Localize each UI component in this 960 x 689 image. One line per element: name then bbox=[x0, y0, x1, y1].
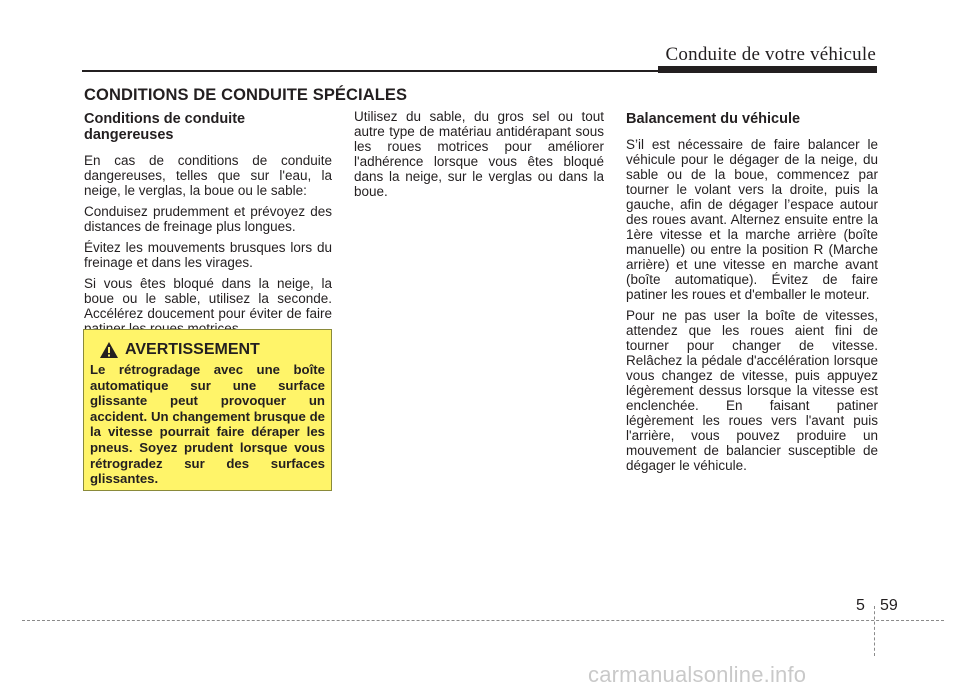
paragraph: Si vous êtes bloqué dans la neige, la boue ou le sable, utilisez la seconde. Accélérez doucement pour éviter de faire bbox=[84, 276, 332, 321]
column-left bbox=[84, 111, 332, 342]
chapter-number: 5 bbox=[856, 597, 865, 614]
page-header-title: Conduite de votre véhicule bbox=[665, 44, 876, 65]
warning-header bbox=[99, 341, 325, 359]
footer-dashed-rule bbox=[22, 620, 944, 621]
column-middle bbox=[354, 109, 604, 205]
paragraph: Conduisez prudemment et prévoyez des distances de freinage plus longues. bbox=[84, 204, 332, 234]
paragraph: S’il est nécessaire de faire balancer le véhicule pour le dégager de la neige, du sable ou de la boue, commencez par tourner le volant vers la droite, puis la gauche, afin de dégager l’espace autour des roues avant. Alternez ensuite entre la 1ère vitesse et la marche arrière (boîte manuelle) ou entre la position R (Marche arrière) et une vitesse en marche avant (boîte automatique). Évitez de faire patiner les roues et d'emballer le moteur. bbox=[626, 137, 878, 302]
warning-triangle-icon bbox=[99, 341, 119, 359]
warning-box bbox=[83, 329, 332, 491]
column-right bbox=[626, 111, 878, 479]
header-rule-thick bbox=[658, 66, 877, 73]
section-heading: CONDITIONS DE CONDUITE SPÉCIALES bbox=[84, 86, 408, 104]
warning-text: Le rétrogradage avec une boîte automatique sur une surface glissante peut provoquer un accident. Un changement brusque de la vitesse pourrait faire déraper les pneus. Soyez prudent lorsque vous rétrogradez sur des surfaces glissantes. bbox=[90, 362, 325, 487]
paragraph: Pour ne pas user la boîte de vitesses, attendez que les roues aient fini de tourner pour changer de vitesse. Relâchez la pédale d'accélération lorsque vous changez de vitesse, puis appuyez légèrement dessus lorsque la vitesse est enclenchée. En faisant patiner légèrement les roues vers l'avant puis l'arrière, vous pouvez produire un mouvement de balancier susceptible de dégager le véhicule. bbox=[626, 308, 878, 473]
page-number: 59 bbox=[880, 597, 898, 614]
paragraph: Utilisez du sable, du gros sel ou tout autre type de matériau antidérapant sous les roues motrices pour améliorer l'adhérence lorsque vous êtes bloqué dans la neige, sur le verglas ou dans la boue. bbox=[354, 109, 604, 199]
paragraph: En cas de conditions de conduite dangereuses, telles que sur l'eau, la neige, le verglas, la boue ou le sable: bbox=[84, 153, 332, 198]
dangerous-conditions-heading: Conditions de conduite dangereuses bbox=[84, 111, 246, 143]
page-number-separator bbox=[874, 606, 875, 656]
vehicle-rocking-heading: Balancement du véhicule bbox=[626, 111, 801, 127]
warning-title: AVERTISSEMENT bbox=[125, 341, 260, 358]
watermark: carmanualsonline.info bbox=[588, 662, 807, 687]
paragraph: Évitez les mouvements brusques lors du freinage et dans les virages. bbox=[84, 240, 332, 270]
header-rule-thin bbox=[82, 70, 662, 72]
